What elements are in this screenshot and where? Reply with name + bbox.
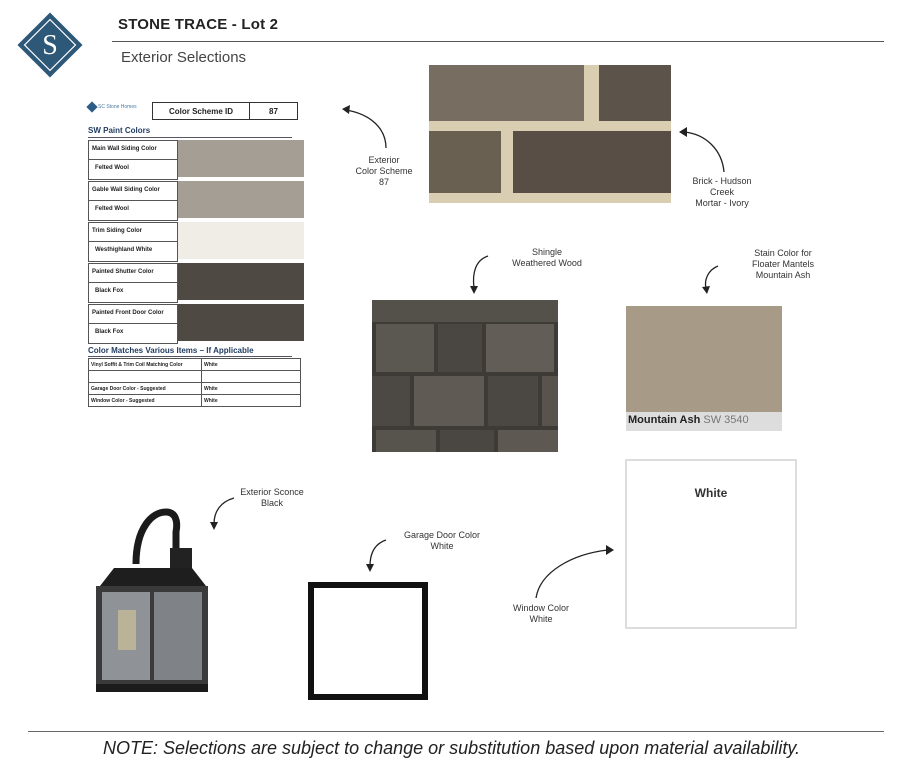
page-subtitle: Exterior Selections bbox=[121, 49, 247, 66]
scheme-arrow-icon bbox=[340, 100, 400, 152]
paint-row-label: Painted Front Door Color bbox=[92, 310, 164, 316]
match-row bbox=[89, 371, 301, 383]
window-note: Window Color White bbox=[512, 603, 570, 624]
paint-row-label: Gable Wall Siding Color bbox=[92, 187, 160, 193]
paint-colors-heading: SW Paint Colors bbox=[88, 126, 151, 135]
sconce-note: Exterior Sconce Black bbox=[240, 487, 304, 508]
footer-divider bbox=[28, 731, 884, 732]
window-arrow-icon bbox=[528, 544, 618, 602]
paint-swatch bbox=[178, 222, 304, 259]
stain-swatch-card bbox=[626, 306, 782, 431]
match-row bbox=[89, 395, 301, 407]
paint-swatch bbox=[178, 140, 304, 177]
brick-note: Brick - Hudson Creek Mortar - Ivory bbox=[692, 176, 752, 208]
brick-arrow-icon bbox=[676, 124, 736, 176]
color-matches-table bbox=[88, 358, 301, 407]
scheme-id-box bbox=[152, 102, 298, 120]
shingle-photo bbox=[372, 300, 558, 452]
garage-note: Garage Door Color White bbox=[403, 530, 481, 551]
page-title: STONE TRACE - Lot 2 bbox=[118, 16, 279, 33]
scheme-id-value: 87 bbox=[269, 106, 278, 116]
brand-logo-icon bbox=[86, 101, 97, 112]
paint-row-divider bbox=[89, 200, 177, 201]
color-scheme-card bbox=[86, 100, 304, 424]
paint-row bbox=[88, 304, 178, 344]
color-matches-heading: Color Matches Various Items – If Applicable bbox=[88, 346, 254, 355]
paint-row bbox=[88, 140, 178, 180]
paint-row-value: Westhighland White bbox=[95, 247, 153, 253]
match-heading-rule bbox=[88, 356, 292, 357]
window-color-swatch bbox=[625, 459, 797, 629]
paint-row-label: Trim Siding Color bbox=[92, 228, 143, 234]
paint-row-value: Felted Wool bbox=[95, 165, 129, 171]
scheme-id-label: Color Scheme ID bbox=[153, 103, 250, 119]
scheme-note: Exterior Color Scheme 87 bbox=[355, 155, 413, 187]
match-row bbox=[89, 359, 301, 371]
shingle-arrow-icon bbox=[462, 252, 502, 296]
paint-row bbox=[88, 181, 178, 221]
card-brand: SC Stone Homes bbox=[88, 103, 137, 111]
stain-swatch-label: Mountain Ash SW 3540 bbox=[628, 414, 749, 426]
paint-swatch bbox=[178, 263, 304, 300]
sconce-image bbox=[92, 508, 212, 698]
match-row-value bbox=[202, 371, 301, 383]
footer-note: NOTE: Selections are subject to change or substitution based upon material availability. bbox=[102, 738, 801, 758]
match-row-value: White bbox=[202, 383, 301, 395]
paint-row-label: Painted Shutter Color bbox=[92, 269, 154, 275]
garage-arrow-icon bbox=[362, 536, 392, 576]
stain-swatch bbox=[626, 306, 782, 412]
match-row-value: White bbox=[202, 359, 301, 371]
stain-note: Stain Color for Floater Mantels Mountain Ash bbox=[751, 248, 815, 280]
paint-row-divider bbox=[89, 241, 177, 242]
garage-door-swatch bbox=[308, 582, 428, 700]
match-row-label: Vinyl Soffit & Trim Coil Matching Color bbox=[89, 359, 202, 371]
header-divider bbox=[112, 41, 884, 42]
paint-heading-rule bbox=[88, 137, 292, 138]
match-row-value: White bbox=[202, 395, 301, 407]
stain-arrow-icon bbox=[696, 262, 726, 296]
match-row-label bbox=[89, 371, 202, 383]
window-swatch-label: White bbox=[694, 486, 728, 500]
match-row-label: Window Color - Suggested bbox=[89, 395, 202, 407]
paint-row bbox=[88, 263, 178, 303]
match-row-label: Garage Door Color - Suggested bbox=[89, 383, 202, 395]
paint-row bbox=[88, 222, 178, 262]
paint-row-divider bbox=[89, 282, 177, 283]
paint-row-value: Black Fox bbox=[95, 288, 124, 294]
brick-photo bbox=[429, 65, 671, 203]
company-logo bbox=[13, 8, 87, 82]
match-row bbox=[89, 383, 301, 395]
paint-row-value: Black Fox bbox=[95, 329, 124, 335]
logo-letter: S bbox=[42, 30, 58, 61]
paint-row-value: Felted Wool bbox=[95, 206, 129, 212]
paint-row-divider bbox=[89, 323, 177, 324]
shingle-note: Shingle Weathered Wood bbox=[512, 247, 582, 268]
paint-row-label: Main Wall Siding Color bbox=[92, 146, 157, 152]
paint-swatch bbox=[178, 181, 304, 218]
paint-row-divider bbox=[89, 159, 177, 160]
paint-swatch bbox=[178, 304, 304, 341]
